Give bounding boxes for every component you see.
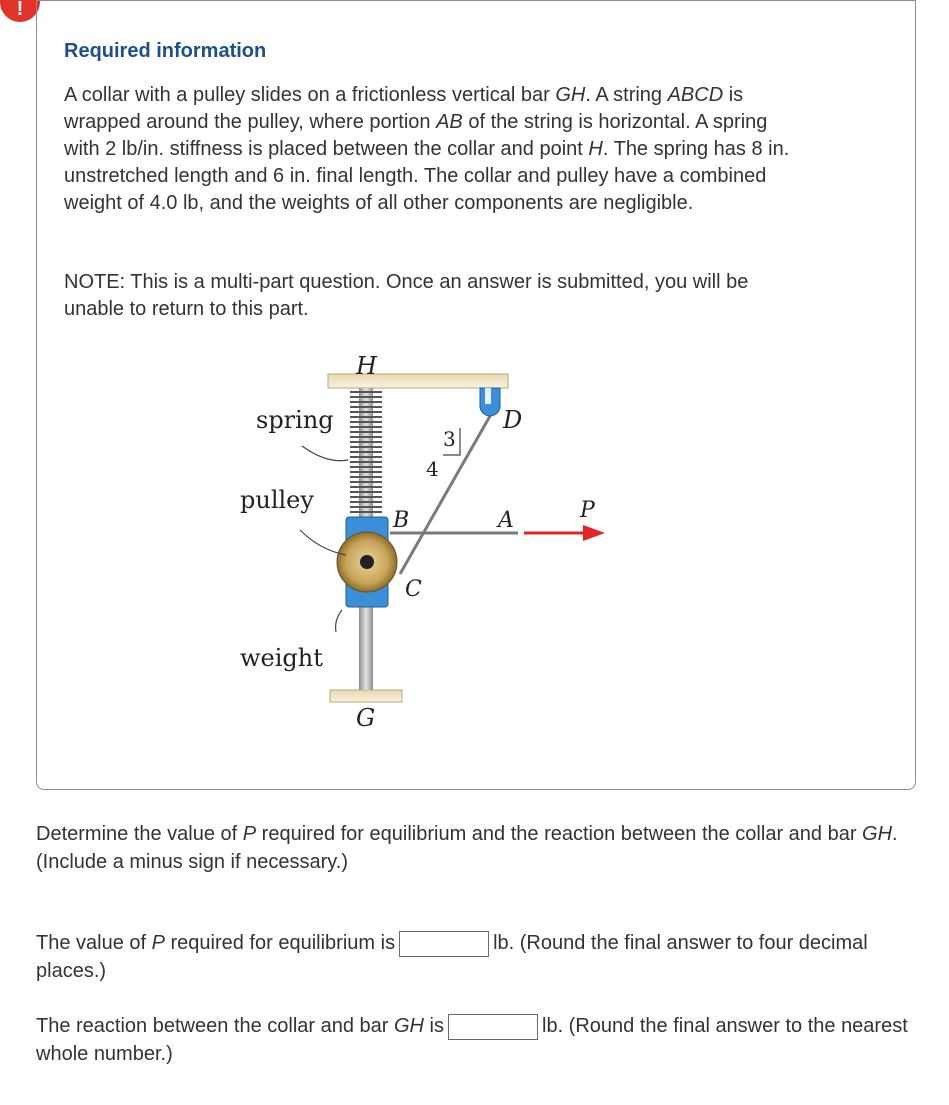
label-4: 4	[426, 457, 439, 481]
bottom-support	[330, 690, 402, 702]
reaction-value-input[interactable]	[448, 1014, 538, 1040]
label-a: A	[498, 508, 514, 533]
answer-line-p: The value of P required for equilibrium is lb. (Round the final answer to four decimal places.)	[36, 932, 868, 982]
top-support	[328, 374, 508, 388]
alert-icon: !	[0, 0, 40, 22]
label-pulley: pulley	[240, 486, 314, 514]
label-d: D	[503, 406, 523, 434]
p-value-input[interactable]	[399, 931, 489, 957]
info-title: Required information	[64, 40, 267, 62]
collar-pulley-figure	[200, 352, 620, 737]
label-p: P	[580, 498, 595, 523]
label-b: B	[393, 508, 410, 533]
label-weight: weight	[240, 644, 323, 672]
label-h: H	[356, 352, 377, 380]
note-text: NOTE: This is a multi-part question. Once an answer is submitted, you will be unable to return to this part.	[64, 271, 749, 320]
label-spring: spring	[256, 406, 334, 434]
problem-description: A collar with a pulley slides on a frictionless vertical bar GH. A string ABCD is wrapped around the pulley, where portion AB of the string is horizontal. A spring with 2 lb/in. stiffness is placed between the collar and point H. The spring has 8 in. unstretched length and 6 in. final length. The collar and pulley have a combined weight of 4.0 lb, and the weights of all other components are negligible.	[64, 84, 790, 214]
label-c: C	[405, 577, 422, 602]
answer-line-reaction: The reaction between the collar and bar GH is lb. (Round the final answer to the nearest whole number.)	[36, 1015, 908, 1065]
label-3: 3	[443, 427, 456, 451]
question-text: Determine the value of P required for equilibrium and the reaction between the collar and bar GH. (Include a minus sign if necessary.)	[36, 823, 898, 873]
label-g: G	[356, 704, 376, 732]
